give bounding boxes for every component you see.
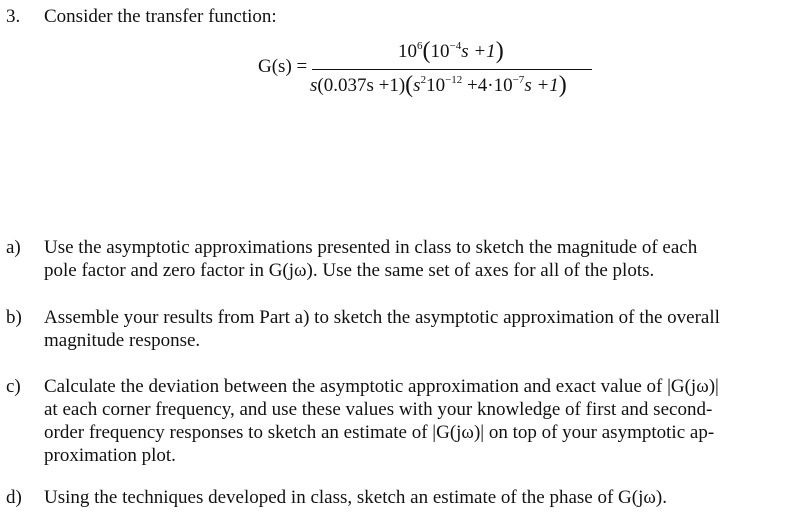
denominator-s2-exponent: 2 <box>420 74 427 86</box>
question-body <box>44 306 776 352</box>
question-body <box>44 236 776 282</box>
equation-lhs: G(s) = <box>258 56 308 77</box>
denominator-ten-b-exponent: −7 <box>512 74 525 86</box>
numerator-close-paren: ) <box>495 38 504 64</box>
question-line: Assemble your results from Part a) to sketch the asymptotic approximation of the overall <box>44 307 720 328</box>
question-letter: a) <box>6 237 21 258</box>
question-a <box>6 236 776 282</box>
question-line: order frequency responses to sketch an estimate of |G(jω)| on top of your asymptotic ap- <box>44 422 715 443</box>
question-line: Use the asymptotic approximations presented in class to sketch the magnitude of each <box>44 237 698 258</box>
question-letter: c) <box>6 376 21 397</box>
denominator-ten-a-exponent: −12 <box>445 74 463 86</box>
question-line: magnitude response. <box>44 330 201 351</box>
numerator-term-rest: s +1 <box>461 41 496 62</box>
question-line: proximation plot. <box>44 445 176 466</box>
denominator-mid: +4·10 <box>462 75 513 96</box>
question-letter: b) <box>6 307 22 328</box>
problem-number: 3. <box>6 6 21 27</box>
problem-intro: Consider the transfer function: <box>44 6 277 27</box>
denominator-open-paren: ( <box>405 72 414 98</box>
numerator-term-base: 10 <box>430 41 450 62</box>
transfer-function-equation <box>258 36 598 106</box>
question-body <box>44 486 776 509</box>
equation-denominator <box>310 72 567 99</box>
denominator-s: s <box>310 75 318 96</box>
denominator-tail: s +1 <box>524 75 559 96</box>
numerator-term-exponent: −4 <box>449 40 462 52</box>
question-c <box>6 375 776 467</box>
fraction-bar <box>312 69 592 70</box>
numerator-coef: 10 <box>398 41 417 62</box>
question-line: Calculate the deviation between the asymptotic approximation and exact value of |G(jω)| <box>44 376 719 397</box>
question-body <box>44 375 776 467</box>
question-line: Using the techniques developed in class, sketch an estimate of the phase of G(jω). <box>44 487 667 508</box>
numerator-coef-exponent: 6 <box>417 40 423 52</box>
denominator-close-paren: ) <box>558 72 567 98</box>
question-letter: d) <box>6 487 22 508</box>
denominator-factor-1: (0.037s +1) <box>317 75 406 96</box>
problem-heading <box>6 6 277 28</box>
question-line: at each corner frequency, and use these values with your knowledge of first and second- <box>44 399 713 420</box>
question-d <box>6 486 776 509</box>
denominator-ten-a: 10 <box>426 75 446 96</box>
equation-numerator <box>398 38 504 65</box>
question-line: pole factor and zero factor in G(jω). Use the same set of axes for all of the plots. <box>44 260 655 281</box>
question-b <box>6 306 776 352</box>
numerator-open-paren: ( <box>422 38 431 64</box>
denominator-s2-base: s <box>413 75 421 96</box>
